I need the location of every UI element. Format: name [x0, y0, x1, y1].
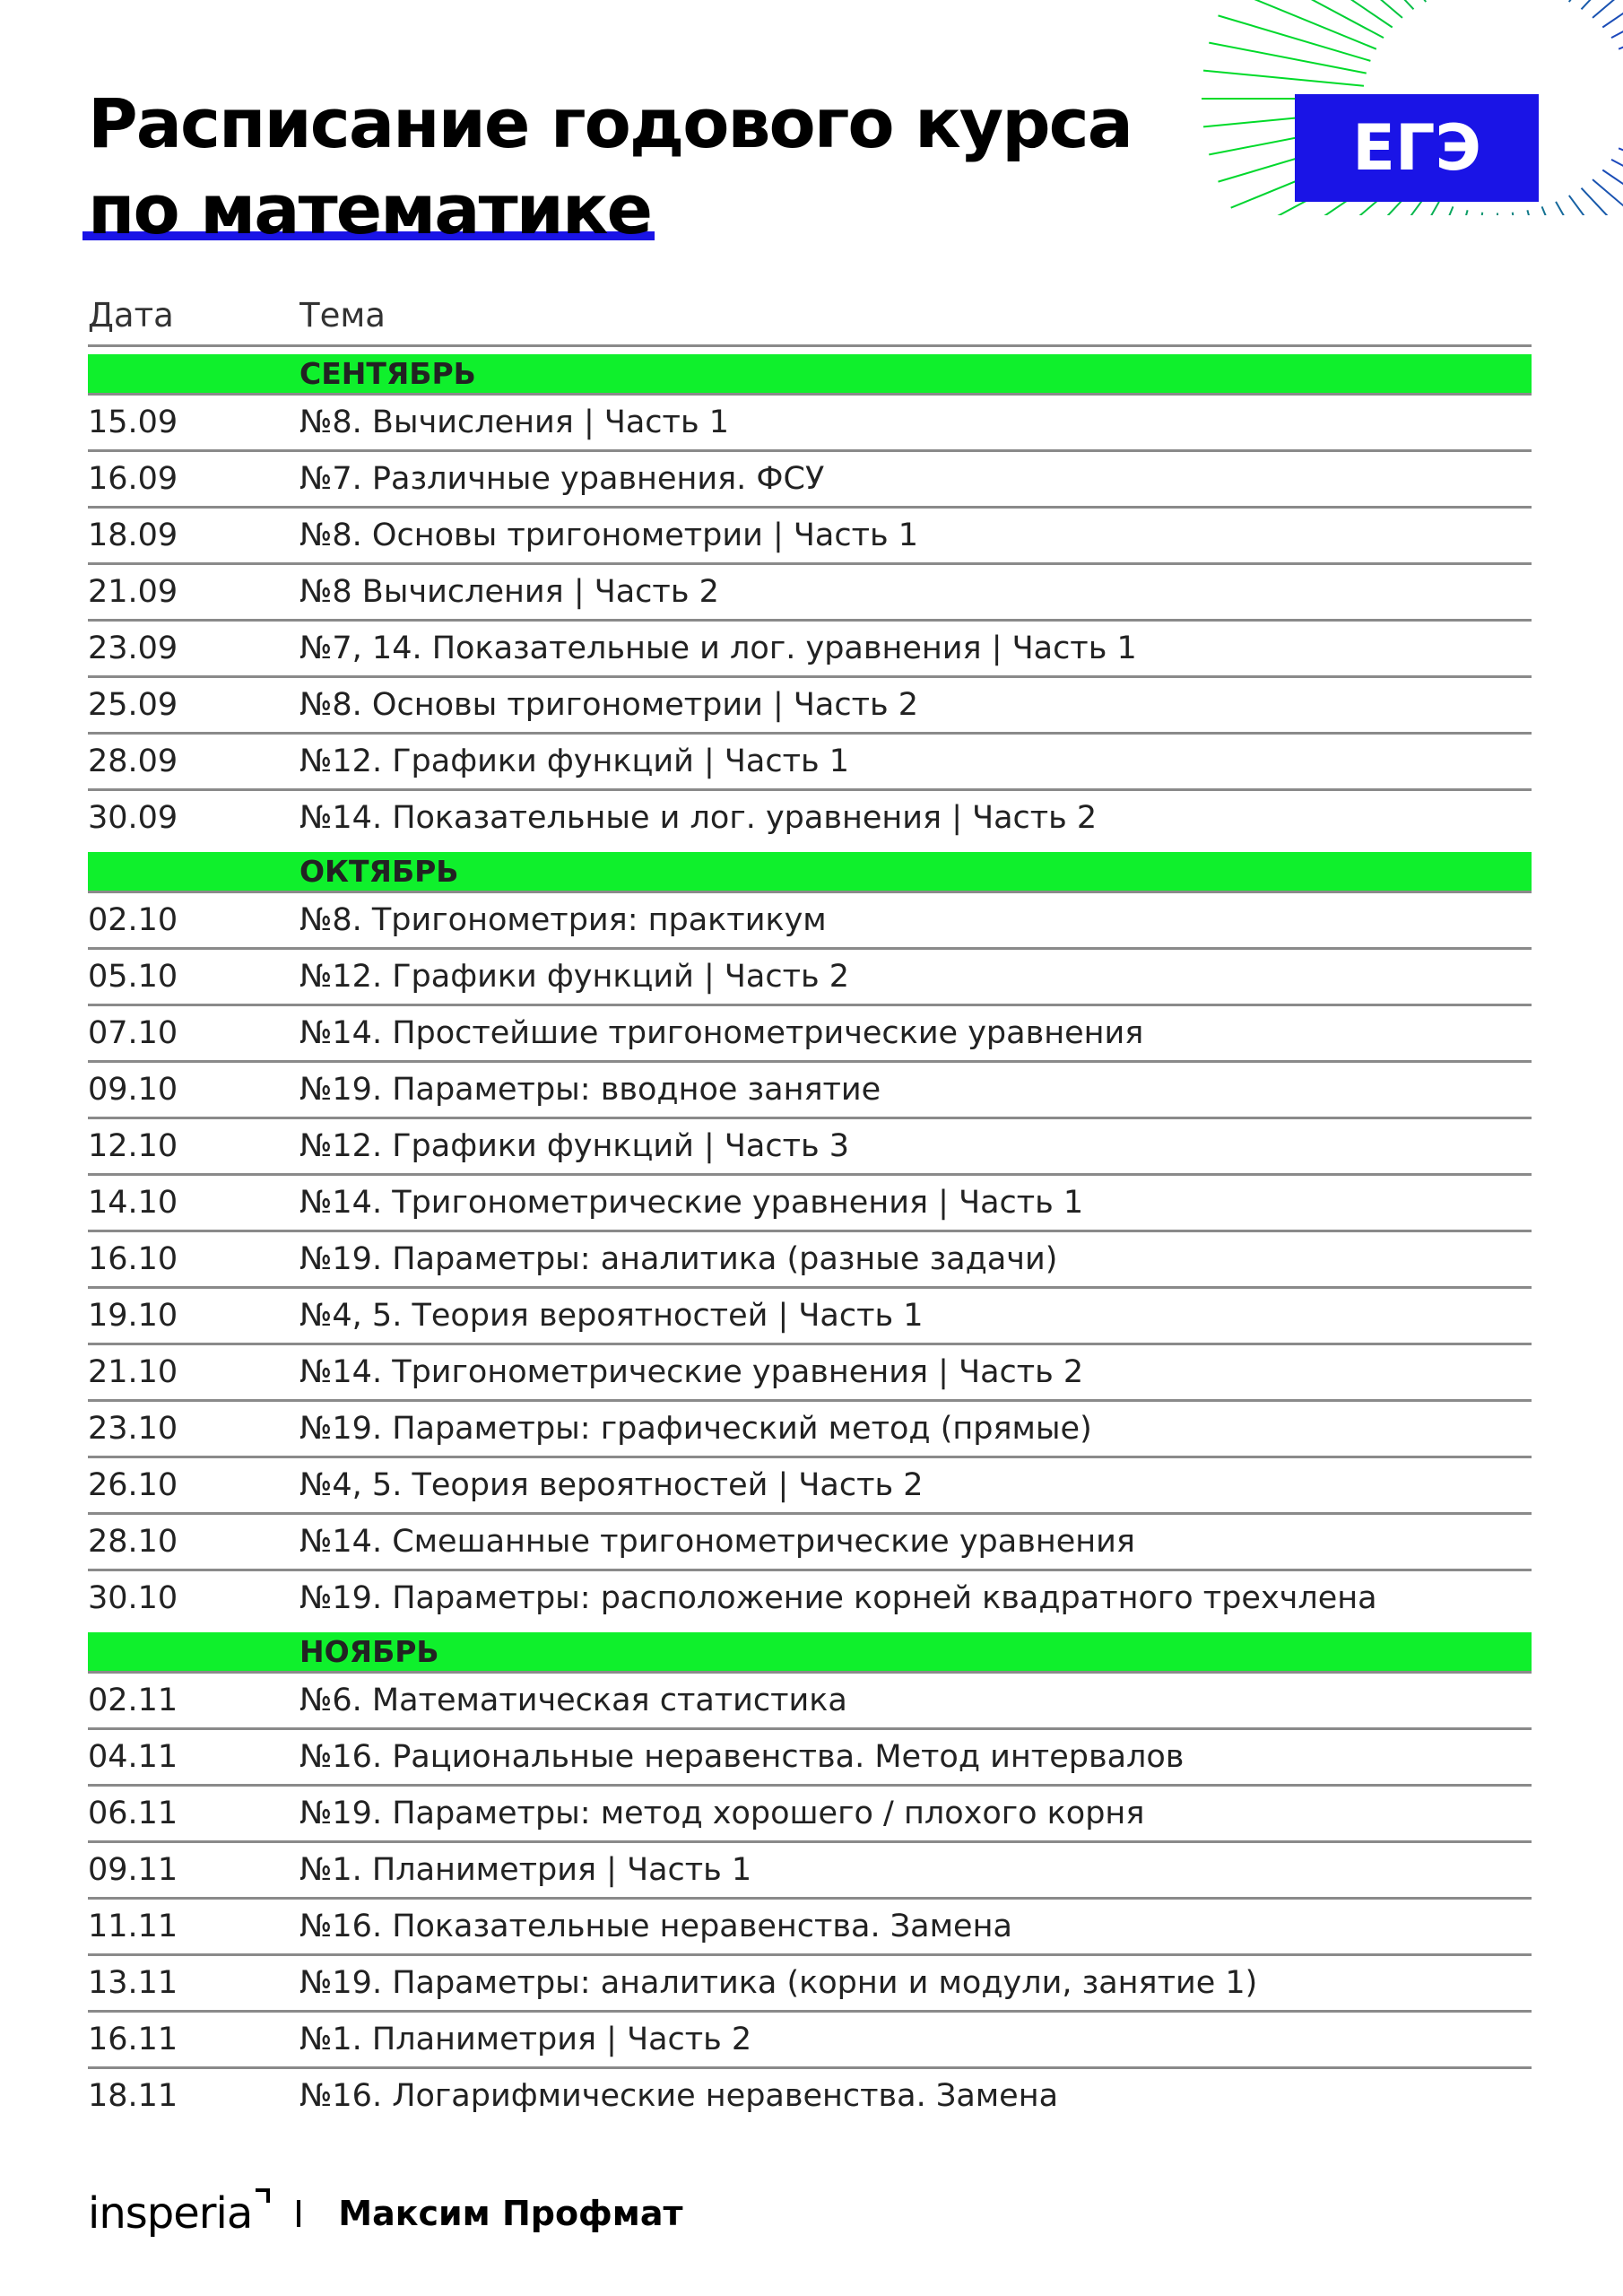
row-topic: №14. Тригонометрические уравнения | Часть 1 [299, 1185, 1084, 1221]
row-topic: №12. Графики функций | Часть 2 [299, 959, 849, 995]
table-row [88, 735, 1532, 791]
row-date: 23.09 [88, 631, 178, 666]
sunburst-ray [1619, 148, 1623, 207]
table-row [88, 622, 1532, 678]
row-topic: №1. Планиметрия | Часть 1 [299, 1852, 752, 1888]
row-topic: №16. Рациональные неравенства. Метод интервалов [299, 1739, 1185, 1775]
row-topic: №19. Параметры: графический метод (прямые) [299, 1411, 1092, 1447]
row-topic: №14. Тригонометрические уравнения | Часть 2 [299, 1354, 1084, 1390]
row-topic: №19. Параметры: метод хорошего / плохого корня [299, 1796, 1145, 1831]
table-row [88, 1402, 1532, 1458]
table-row [88, 791, 1532, 845]
table-row [88, 950, 1532, 1006]
sunburst-ray [1611, 160, 1623, 215]
row-topic: №6. Математическая статистика [299, 1683, 847, 1718]
sunburst-ray [1266, 0, 1393, 28]
sunburst-ray [1619, 0, 1623, 49]
row-topic: №8. Основы тригонометрии | Часть 1 [299, 517, 919, 553]
insperia-logo [88, 2188, 252, 2239]
row-topic: №14. Показательные и лог. уравнения | Часть 2 [299, 800, 1098, 836]
month-header [88, 852, 1532, 893]
sunburst-ray [1593, 179, 1623, 215]
table-row [88, 1571, 1532, 1625]
table-row [88, 1458, 1532, 1515]
table-row [88, 1232, 1532, 1289]
row-date: 02.11 [88, 1683, 178, 1718]
row-topic: №8. Вычисления | Часть 1 [299, 404, 729, 440]
row-date: 16.09 [88, 461, 178, 497]
sunburst-ray [1602, 0, 1623, 28]
month-rows [88, 893, 1532, 1625]
table-row [88, 1674, 1532, 1730]
row-date: 16.11 [88, 2022, 178, 2057]
row-topic: №12. Графики функций | Часть 3 [299, 1128, 849, 1164]
sunburst-ray [1569, 0, 1623, 2]
row-date: 04.11 [88, 1739, 178, 1775]
row-date: 30.09 [88, 800, 178, 836]
row-topic: №19. Параметры: вводное занятие [299, 1072, 881, 1108]
month-rows [88, 396, 1532, 845]
row-date: 30.10 [88, 1580, 178, 1616]
table-row [88, 1956, 1532, 2013]
row-date: 18.09 [88, 517, 178, 553]
sunburst-ray [1289, 0, 1402, 18]
row-topic: №14. Простейшие тригонометрические уравнения [299, 1015, 1144, 1051]
row-date: 28.09 [88, 744, 178, 779]
table-row [88, 1119, 1532, 1176]
row-date: 25.09 [88, 687, 178, 723]
table-row [88, 1345, 1532, 1402]
row-topic: №19. Параметры: аналитика (корни и модули, занятие 1) [299, 1965, 1258, 2001]
row-topic: №7, 14. Показательные и лог. уравнения | Часть 1 [299, 631, 1137, 666]
sunburst-ray [1582, 0, 1623, 9]
row-date: 21.10 [88, 1354, 178, 1390]
row-topic: №7. Различные уравнения. ФСУ [299, 461, 825, 497]
table-row [88, 893, 1532, 950]
table-row [88, 678, 1532, 735]
logo-corner-icon [254, 2188, 270, 2205]
table-row [88, 1730, 1532, 1787]
sunburst-ray [1611, 0, 1623, 38]
row-date: 09.11 [88, 1852, 178, 1888]
row-date: 19.10 [88, 1298, 178, 1334]
page-title [88, 81, 1132, 253]
month-name: ОКТЯБРЬ [299, 854, 459, 889]
sunburst-ray [1400, 206, 1453, 215]
row-topic: №1. Планиметрия | Часть 2 [299, 2022, 752, 2057]
row-date: 09.10 [88, 1072, 178, 1108]
sunburst-ray [1602, 170, 1623, 215]
sunburst-ray [1542, 206, 1595, 215]
schedule-table [88, 285, 1532, 2123]
row-date: 02.10 [88, 902, 178, 938]
table-row [88, 452, 1532, 509]
month-header [88, 1632, 1532, 1674]
table-row [88, 2069, 1532, 2123]
footer [88, 2188, 682, 2239]
exam-badge-label: ЕГЭ [1352, 111, 1481, 185]
row-topic: №14. Смешанные тригонометрические уравнения [299, 1524, 1135, 1560]
column-header-topic: Тема [299, 295, 386, 335]
sunburst-ray [1369, 202, 1439, 215]
logo-text: insperia [88, 2188, 253, 2239]
sunburst-ray [1203, 71, 1364, 86]
row-date: 05.10 [88, 959, 178, 995]
sunburst-ray [1247, 0, 1384, 38]
month-name: НОЯБРЬ [299, 1634, 439, 1669]
sunburst-ray [1209, 43, 1366, 74]
row-date: 18.11 [88, 2078, 178, 2114]
table-header [88, 285, 1532, 347]
row-topic: №8. Тригонометрия: практикум [299, 902, 827, 938]
table-body [88, 354, 1532, 2123]
table-row [88, 1515, 1532, 1571]
sunburst-ray [1556, 202, 1623, 215]
row-date: 15.09 [88, 404, 178, 440]
row-topic: №4, 5. Теория вероятностей | Часть 1 [299, 1298, 924, 1334]
row-date: 26.10 [88, 1467, 178, 1503]
month-name: СЕНТЯБРЬ [299, 356, 476, 391]
footer-separator [297, 2200, 300, 2227]
row-topic: №8 Вычисления | Часть 2 [299, 574, 719, 610]
table-row [88, 1006, 1532, 1063]
row-date: 13.11 [88, 1965, 178, 2001]
row-date: 21.09 [88, 574, 178, 610]
title-line-1: Расписание годового курса [88, 83, 1132, 163]
table-row [88, 1176, 1532, 1232]
row-topic: №19. Параметры: расположение корней квадратного трехчлена [299, 1580, 1377, 1616]
row-date: 16.10 [88, 1241, 178, 1277]
table-row [88, 396, 1532, 452]
table-row [88, 1289, 1532, 1345]
row-topic: №4, 5. Теория вероятностей | Часть 2 [299, 1467, 924, 1503]
month-header [88, 354, 1532, 396]
sunburst-ray [1582, 188, 1623, 215]
row-date: 23.10 [88, 1411, 178, 1447]
table-row [88, 509, 1532, 565]
row-date: 11.11 [88, 1909, 178, 1944]
table-row [88, 1843, 1532, 1900]
row-topic: №16. Логарифмические неравенства. Замена [299, 2078, 1059, 2114]
table-row [88, 2013, 1532, 2069]
title-line-2: по математике [88, 167, 651, 253]
row-topic: №8. Основы тригонометрии | Часть 2 [299, 687, 919, 723]
sunburst-ray [1593, 0, 1623, 18]
row-topic: №19. Параметры: аналитика (разные задачи) [299, 1241, 1058, 1277]
table-row [88, 1900, 1532, 1956]
exam-badge [1295, 94, 1539, 202]
row-topic: №12. Графики функций | Часть 1 [299, 744, 849, 779]
author-name: Максим Профмат [338, 2194, 683, 2233]
row-date: 07.10 [88, 1015, 178, 1051]
row-date: 12.10 [88, 1128, 178, 1164]
table-row [88, 1063, 1532, 1119]
column-header-date: Дата [88, 295, 174, 335]
row-date: 06.11 [88, 1796, 178, 1831]
table-row [88, 565, 1532, 622]
row-date: 28.10 [88, 1524, 178, 1560]
row-date: 14.10 [88, 1185, 178, 1221]
month-rows [88, 1674, 1532, 2123]
row-topic: №16. Показательные неравенства. Замена [299, 1909, 1012, 1944]
table-row [88, 1787, 1532, 1843]
